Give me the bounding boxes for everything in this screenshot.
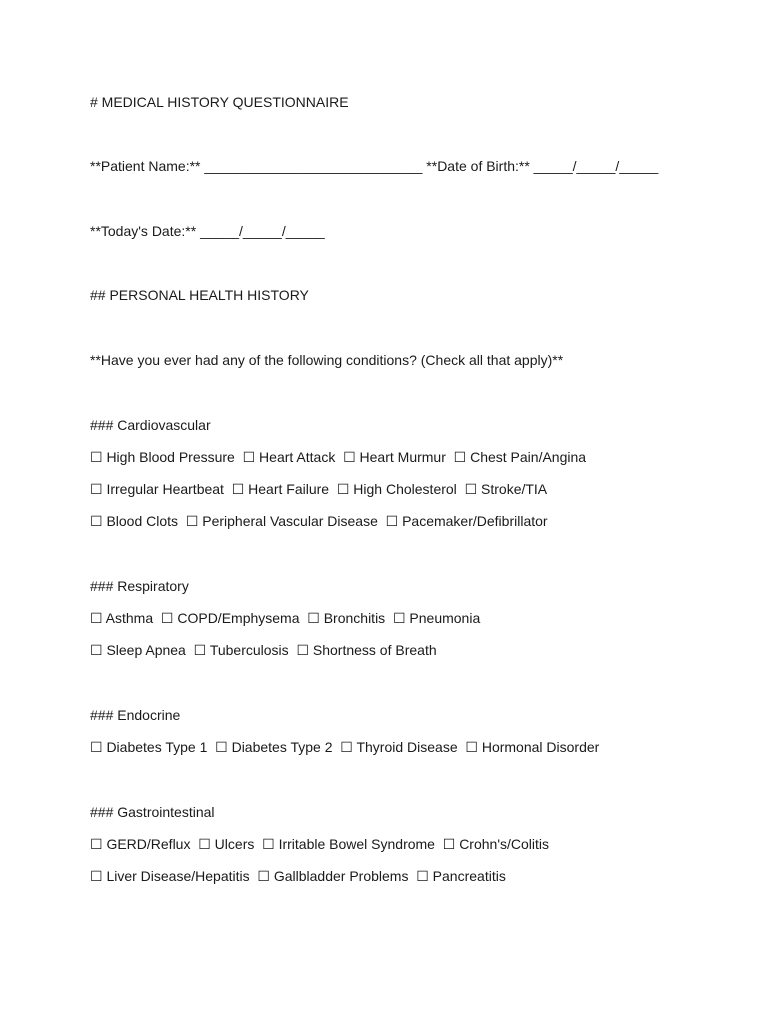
cardiovascular-row-3: ☐ Blood Clots ☐ Peripheral Vascular Disease ☐ Pacemaker/Defibrillator	[90, 513, 548, 529]
respiratory-row-1: ☐ Asthma ☐ COPD/Emphysema ☐ Bronchitis ☐ Pneumonia	[90, 610, 481, 626]
document-title: # MEDICAL HISTORY QUESTIONNAIRE	[90, 94, 349, 110]
todays-date-line: **Today's Date:** _____/_____/_____	[90, 223, 325, 239]
respiratory-row-2: ☐ Sleep Apnea ☐ Tuberculosis ☐ Shortness of Breath	[90, 642, 437, 658]
personal-health-history-heading: ## PERSONAL HEALTH HISTORY	[90, 287, 309, 303]
conditions-prompt: **Have you ever had any of the following conditions? (Check all that apply)**	[90, 352, 564, 368]
gastrointestinal-row-2: ☐ Liver Disease/Hepatitis ☐ Gallbladder Problems ☐ Pancreatitis	[90, 868, 506, 884]
cardiovascular-row-2: ☐ Irregular Heartbeat ☐ Heart Failure ☐ High Cholesterol ☐ Stroke/TIA	[90, 481, 548, 497]
gastrointestinal-heading: ### Gastrointestinal	[90, 804, 215, 820]
cardiovascular-row-1: ☐ High Blood Pressure ☐ Heart Attack ☐ Heart Murmur ☐ Chest Pain/Angina	[90, 449, 587, 465]
patient-name-dob-line: **Patient Name:** ____________________________ **Date of Birth:** _____/_____/_____	[90, 158, 659, 174]
gastrointestinal-row-1: ☐ GERD/Reflux ☐ Ulcers ☐ Irritable Bowel Syndrome ☐ Crohn's/Colitis	[90, 836, 549, 852]
respiratory-heading: ### Respiratory	[90, 578, 189, 594]
endocrine-heading: ### Endocrine	[90, 707, 181, 723]
cardiovascular-heading: ### Cardiovascular	[90, 417, 211, 433]
endocrine-row-1: ☐ Diabetes Type 1 ☐ Diabetes Type 2 ☐ Thyroid Disease ☐ Hormonal Disorder	[90, 739, 600, 755]
